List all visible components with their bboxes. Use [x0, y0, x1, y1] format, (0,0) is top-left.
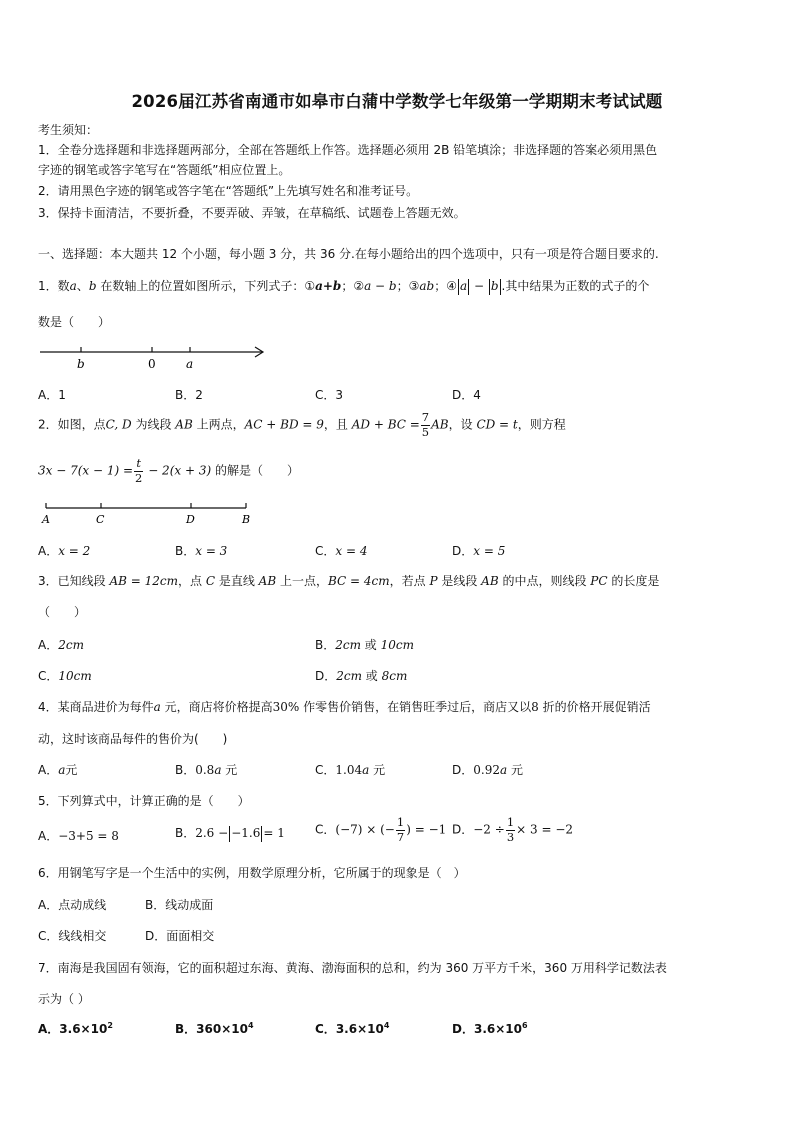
- q4-stem: 4．某商品进价为每件a 元，商店将价格提高30% 作零售价销售，在销售旺季过后，商店又以8 折的价格开展促销活: [38, 700, 651, 714]
- q1-option-d[interactable]: D．4: [452, 388, 481, 402]
- q2-stem: 2．如图，点C, D 为线段 AB 上两点，AC + BD = 9，且 AD + BC = $\frac{7}{5}$ AB，设 CD = t，则方程: [38, 410, 566, 439]
- q6-option-d[interactable]: D．面面相交: [145, 929, 215, 943]
- q4-option-d[interactable]: D．0.92a 元: [452, 763, 523, 777]
- q5-option-d[interactable]: D．−2 ÷ $\frac{1}{3}$ × 3 = −2: [452, 815, 574, 844]
- q3-option-a[interactable]: A．2cm: [38, 638, 84, 652]
- q1-stem: 1．数a、b 在数轴上的位置如图所示，下列式子：①a+b；②a − b；③ab；④ a − b .其中结果为正数的式子的个: [38, 279, 650, 293]
- q1-option-a[interactable]: A．1: [38, 388, 66, 402]
- notice-item-2: 2．请用黑色字迹的钢笔或答字笔在“答题纸”上先填写姓名和准考证号。: [38, 184, 419, 198]
- q7-option-d[interactable]: D．$3.6\times 10^6$: [452, 1021, 528, 1036]
- notice-item-3: 3．保持卡面清洁，不要折叠，不要弄破、弄皱，在草稿纸、试题卷上答题无效。: [38, 206, 466, 220]
- point-label-a: A: [42, 513, 50, 526]
- q1-option-c[interactable]: C．3: [315, 388, 344, 402]
- q4-option-a[interactable]: A．a元: [38, 763, 78, 777]
- q5-option-c[interactable]: C．(−7) × (− $\frac{1}{7}$ ) = −1: [315, 815, 447, 844]
- axis-label-b: b: [77, 357, 85, 371]
- q6-option-c[interactable]: C．线线相交: [38, 929, 107, 943]
- q2-option-d[interactable]: D．x = 5: [452, 544, 506, 558]
- q2-option-b[interactable]: B．x = 3: [175, 544, 228, 558]
- q3-option-b[interactable]: B．2cm 或 10cm: [315, 638, 414, 652]
- q5-stem: 5．下列算式中，计算正确的是（ ）: [38, 794, 250, 808]
- q2-option-a[interactable]: A．x = 2: [38, 544, 91, 558]
- q3-option-c[interactable]: C．10cm: [38, 669, 92, 683]
- q4-option-c[interactable]: C．1.04a 元: [315, 763, 386, 777]
- point-label-b: B: [242, 513, 251, 526]
- q1-option-b[interactable]: B．2: [175, 388, 203, 402]
- point-label-d: D: [186, 513, 195, 526]
- q2-equation: 3x − 7(x − 1) = $\frac{t}{2}$ − 2(x + 3) 的解是（ ）: [38, 456, 299, 485]
- page-title: 2026届江苏省南通市如皋市白蒲中学数学七年级第一学期期末考试试题: [131, 92, 663, 111]
- q7-option-b[interactable]: B．$360\times 10^4$: [175, 1021, 254, 1036]
- axis-label-0: 0: [148, 357, 156, 371]
- q6-stem: 6．用钢笔写字是一个生活中的实例，用数学原理分析，它所属于的现象是（ ）: [38, 866, 466, 880]
- notice-heading: 考生须知：: [38, 123, 99, 137]
- q3-option-d[interactable]: D．2cm 或 8cm: [315, 669, 408, 683]
- q5-option-b[interactable]: B．2.6 − −1.6 = 1: [175, 826, 285, 840]
- q7-stem-line2: 示为（ ）: [38, 992, 90, 1006]
- section-heading: 一、选择题：本大题共 12 个小题，每小题 3 分，共 36 分.在每小题给出的四个选项中，只有一项是符合题目要求的.: [38, 247, 659, 261]
- q2-segment-figure: [36, 500, 256, 528]
- q4-stem-line2: 动，这时该商品每件的售价为( ): [38, 732, 228, 746]
- q2-option-c[interactable]: C．x = 4: [315, 544, 368, 558]
- q6-option-a[interactable]: A．点动成线: [38, 898, 107, 912]
- q3-stem-line2: （ ）: [38, 605, 87, 619]
- q7-option-a[interactable]: A．$3.6\times 10^2$: [38, 1021, 113, 1036]
- q1-number-line: [36, 340, 272, 372]
- q1-stem-line2: 数是（ ）: [38, 315, 111, 329]
- notice-item-1b: 字迹的钢笔或答字笔写在“答题纸”相应位置上。: [38, 163, 291, 177]
- notice-item-1a: 1．全卷分选择题和非选择题两部分，全部在答题纸上作答。选择题必须用 2B 铅笔填涂；非选择题的答案必须用黑色: [38, 143, 658, 157]
- axis-label-a: a: [186, 357, 194, 371]
- q4-option-b[interactable]: B．0.8a 元: [175, 763, 238, 777]
- point-label-c: C: [96, 513, 105, 526]
- q7-option-c[interactable]: C．$3.6\times 10^4$: [315, 1021, 390, 1036]
- q7-stem: 7．南海是我国固有领海，它的面积超过东海、黄海、渤海面积的总和，约为 360 万平方千米，360 万用科学记数法表: [38, 961, 667, 975]
- q6-option-b[interactable]: B．线动成面: [145, 898, 214, 912]
- q3-stem: 3．已知线段 AB = 12cm，点 C 是直线 AB 上一点，BC = 4cm，若点 P 是线段 AB 的中点，则线段 PC 的长度是: [38, 574, 660, 588]
- q5-option-a[interactable]: A．−3+5 = 8: [38, 829, 119, 843]
